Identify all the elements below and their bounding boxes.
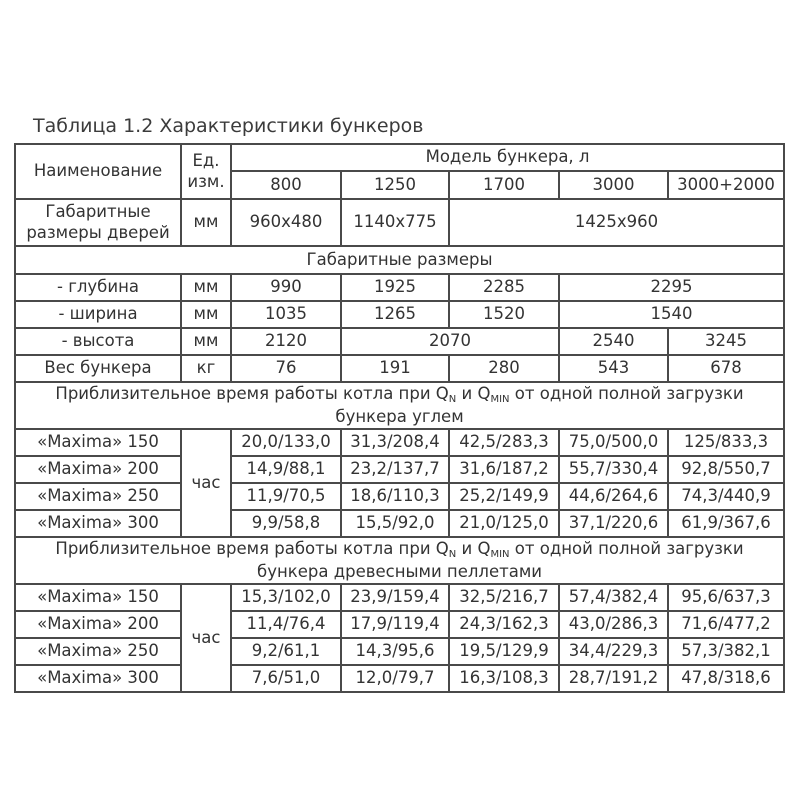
- table-caption: Таблица 1.2 Характеристики бункеров: [33, 115, 424, 137]
- value-cell: 76: [231, 355, 341, 382]
- value-cell: 543: [559, 355, 668, 382]
- header-row-1: [15, 144, 784, 171]
- value-cell: 3245: [668, 328, 784, 355]
- value-cell: 20,0/133,0: [231, 429, 341, 456]
- value-cell: 2070: [341, 328, 559, 355]
- row-pellets-maxima-300: [15, 665, 784, 692]
- row-label: «Maxima» 200: [15, 456, 181, 483]
- unit-cell: мм: [181, 199, 231, 246]
- heading-text: бункера древесными пеллетами: [257, 561, 543, 581]
- header-unit: Ед. изм.: [181, 144, 231, 199]
- unit-cell: мм: [181, 301, 231, 328]
- value-cell: 1035: [231, 301, 341, 328]
- header-model-group: Модель бункера, л: [231, 144, 784, 171]
- value-cell: 44,6/264,6: [559, 483, 668, 510]
- row-label: «Maxima» 200: [15, 611, 181, 638]
- section-heading: [15, 537, 784, 584]
- value-cell: 47,8/318,6: [668, 665, 784, 692]
- row-label: «Maxima» 150: [15, 584, 181, 611]
- row-weight: [15, 355, 784, 382]
- heading-text: бункера углем: [335, 406, 464, 426]
- row-label: - высота: [15, 328, 181, 355]
- value-cell: 2285: [449, 274, 559, 301]
- header-model: 1250: [341, 171, 449, 199]
- value-cell: 2295: [559, 274, 784, 301]
- header-model: 3000+2000: [668, 171, 784, 199]
- unit-cell: кг: [181, 355, 231, 382]
- row-label: - глубина: [15, 274, 181, 301]
- value-cell: 9,2/61,1: [231, 638, 341, 665]
- row-height: [15, 328, 784, 355]
- value-cell: 19,5/129,9: [449, 638, 559, 665]
- value-cell: 678: [668, 355, 784, 382]
- value-cell: 960х480: [231, 199, 341, 246]
- row-coal-maxima-250: [15, 483, 784, 510]
- value-cell: 11,9/70,5: [231, 483, 341, 510]
- value-cell: 1140х775: [341, 199, 449, 246]
- q-subscript: N: [448, 394, 457, 406]
- row-coal-maxima-150: [15, 429, 784, 456]
- value-cell: 9,9/58,8: [231, 510, 341, 537]
- value-cell: 57,4/382,4: [559, 584, 668, 611]
- value-cell: 18,6/110,3: [341, 483, 449, 510]
- value-cell: 2540: [559, 328, 668, 355]
- row-section-pellets: [15, 537, 784, 584]
- value-cell: 71,6/477,2: [668, 611, 784, 638]
- section-heading: Габаритные размеры: [15, 246, 784, 274]
- row-depth: [15, 274, 784, 301]
- value-cell: 32,5/216,7: [449, 584, 559, 611]
- value-cell: 34,4/229,3: [559, 638, 668, 665]
- value-cell: 31,3/208,4: [341, 429, 449, 456]
- q-subscript: MIN: [490, 394, 510, 406]
- row-section-coal: [15, 382, 784, 429]
- row-coal-maxima-200: [15, 456, 784, 483]
- heading-text: от одной полной загрузки: [509, 384, 744, 404]
- row-label: «Maxima» 150: [15, 429, 181, 456]
- header-model: 1700: [449, 171, 559, 199]
- heading-text: от одной полной загрузки: [509, 539, 744, 559]
- value-cell: 125/833,3: [668, 429, 784, 456]
- q-subscript: MIN: [490, 549, 510, 561]
- header-model: 3000: [559, 171, 668, 199]
- value-cell: 31,6/187,2: [449, 456, 559, 483]
- section-heading: [15, 382, 784, 429]
- value-cell: 990: [231, 274, 341, 301]
- value-cell: 280: [449, 355, 559, 382]
- value-cell: 1925: [341, 274, 449, 301]
- row-label: Вес бункера: [15, 355, 181, 382]
- unit-cell: час: [181, 584, 231, 692]
- value-cell: 2120: [231, 328, 341, 355]
- heading-text: и Q: [456, 539, 491, 559]
- value-cell: 1265: [341, 301, 449, 328]
- value-cell: 74,3/440,9: [668, 483, 784, 510]
- value-cell: 191: [341, 355, 449, 382]
- value-cell: 1540: [559, 301, 784, 328]
- value-cell: 11,4/76,4: [231, 611, 341, 638]
- value-cell: 17,9/119,4: [341, 611, 449, 638]
- value-cell: 55,7/330,4: [559, 456, 668, 483]
- header-model: 800: [231, 171, 341, 199]
- header-name: Наименование: [15, 144, 181, 199]
- row-door-sizes: [15, 199, 784, 246]
- value-cell: 14,3/95,6: [341, 638, 449, 665]
- row-label: «Maxima» 300: [15, 665, 181, 692]
- value-cell: 43,0/286,3: [559, 611, 668, 638]
- value-cell: 57,3/382,1: [668, 638, 784, 665]
- value-cell: 95,6/637,3: [668, 584, 784, 611]
- value-cell: 15,3/102,0: [231, 584, 341, 611]
- row-label: - ширина: [15, 301, 181, 328]
- value-cell: 1520: [449, 301, 559, 328]
- q-subscript: N: [448, 549, 457, 561]
- row-label: Габаритные размеры дверей: [15, 199, 181, 246]
- value-cell: 25,2/149,9: [449, 483, 559, 510]
- value-cell: 16,3/108,3: [449, 665, 559, 692]
- row-pellets-maxima-150: [15, 584, 784, 611]
- value-cell: 28,7/191,2: [559, 665, 668, 692]
- value-cell: 37,1/220,6: [559, 510, 668, 537]
- row-pellets-maxima-250: [15, 638, 784, 665]
- row-label: «Maxima» 300: [15, 510, 181, 537]
- value-cell: 12,0/79,7: [341, 665, 449, 692]
- unit-cell: час: [181, 429, 231, 537]
- heading-text: Приблизительное время работы котла при Q: [55, 384, 449, 404]
- value-cell: 23,9/159,4: [341, 584, 449, 611]
- value-cell: 23,2/137,7: [341, 456, 449, 483]
- row-coal-maxima-300: [15, 510, 784, 537]
- value-cell: 92,8/550,7: [668, 456, 784, 483]
- unit-cell: мм: [181, 328, 231, 355]
- value-cell: 14,9/88,1: [231, 456, 341, 483]
- value-cell: 7,6/51,0: [231, 665, 341, 692]
- value-cell: 61,9/367,6: [668, 510, 784, 537]
- row-section-dimensions: [15, 246, 784, 274]
- value-cell: 42,5/283,3: [449, 429, 559, 456]
- row-width: [15, 301, 784, 328]
- heading-text: Приблизительное время работы котла при Q: [55, 539, 449, 559]
- row-label: «Maxima» 250: [15, 638, 181, 665]
- value-cell: 15,5/92,0: [341, 510, 449, 537]
- value-cell: 1425х960: [449, 199, 784, 246]
- bunker-characteristics-table: [14, 143, 785, 693]
- unit-cell: мм: [181, 274, 231, 301]
- row-pellets-maxima-200: [15, 611, 784, 638]
- value-cell: 21,0/125,0: [449, 510, 559, 537]
- value-cell: 75,0/500,0: [559, 429, 668, 456]
- value-cell: 24,3/162,3: [449, 611, 559, 638]
- row-label: «Maxima» 250: [15, 483, 181, 510]
- heading-text: и Q: [456, 384, 491, 404]
